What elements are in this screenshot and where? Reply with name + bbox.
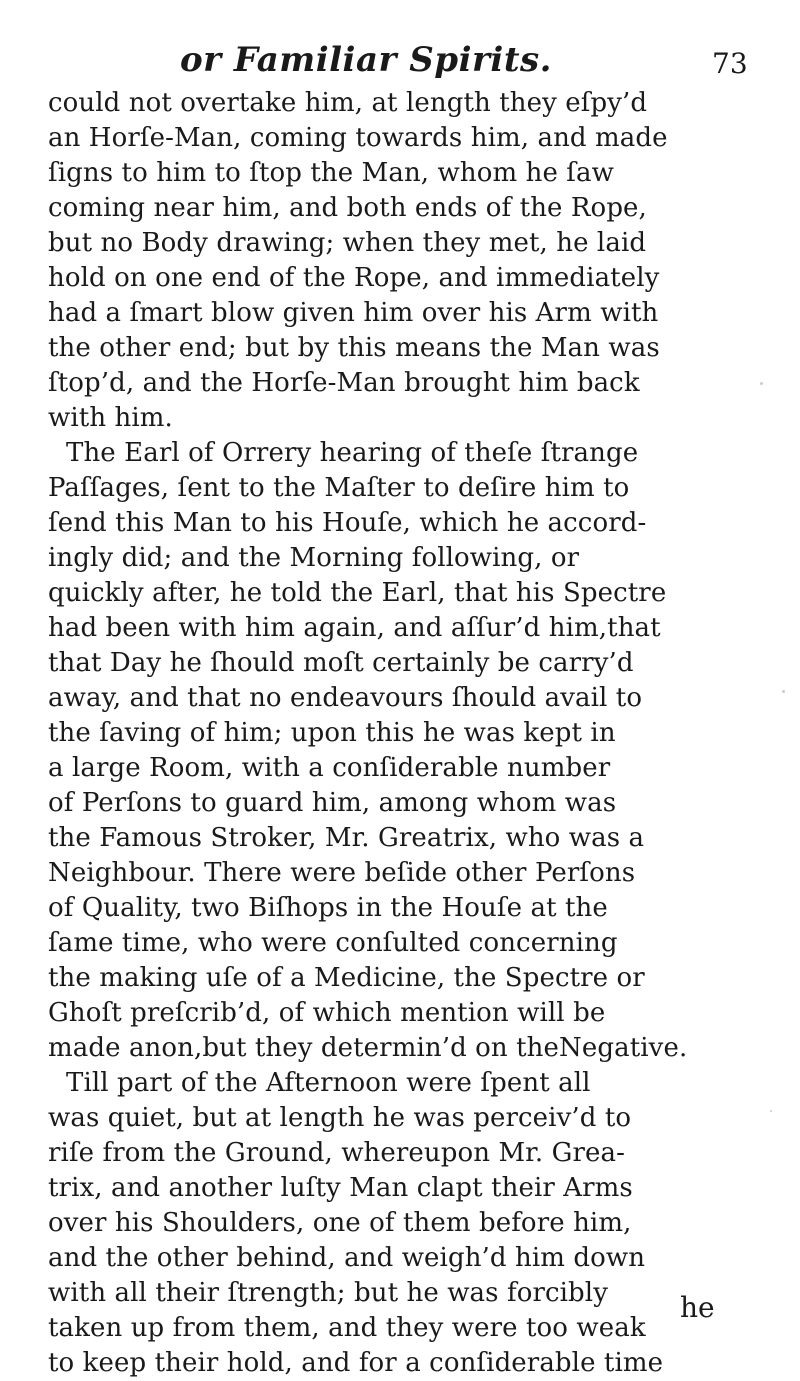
text-line: over his Shoulders, one of them before him, xyxy=(48,1208,632,1238)
text-line: and the other behind, and weigh’d him down xyxy=(48,1243,646,1273)
paragraph-start-line: The Earl of Orrery hearing of theſe ſtrange xyxy=(66,438,639,468)
text-line: an Horſe-Man, coming towards him, and made xyxy=(48,123,668,153)
text-line: of Perſons to guard him, among whom was xyxy=(48,788,617,818)
text-line: but no Body drawing; when they met, he laid xyxy=(48,228,647,258)
text-line: that Day he ſhould moſt certainly be carry’d xyxy=(48,648,634,678)
text-line: Paſſages, ſent to the Maſter to deſire him to xyxy=(48,473,630,503)
text-line: ſtop’d, and the Horſe-Man brought him back xyxy=(48,368,640,398)
text-line: hold on one end of the Rope, and immediately xyxy=(48,263,660,293)
text-line: ſend this Man to his Houſe, which he accord- xyxy=(48,508,647,538)
body-text xyxy=(48,86,768,1381)
text-line: could not overtake him, at length they eſpy’d xyxy=(48,88,648,118)
paper-speck xyxy=(782,690,785,693)
text-line: the making uſe of a Medicine, the Spectre or xyxy=(48,963,645,993)
text-line: Ghoſt preſcrib’d, of which mention will be xyxy=(48,998,606,1028)
text-line: the other end; but by this means the Man was xyxy=(48,333,660,363)
text-line: had been with him again, and aſſur’d him,that xyxy=(48,613,661,643)
paper-speck xyxy=(770,1110,772,1112)
text-line: Neighbour. There were beſide other Perſons xyxy=(48,858,636,888)
text-line: with all their ſtrength; but he was forcibly xyxy=(48,1278,608,1308)
text-line: was quiet, but at length he was perceiv’d to xyxy=(48,1103,632,1133)
text-line: to keep their hold, and for a conſiderable time xyxy=(48,1348,664,1378)
catchword: he xyxy=(680,1291,715,1324)
text-line: of Quality, two Biſhops in the Houſe at the xyxy=(48,893,608,923)
text-line: the Famous Stroker, Mr. Greatrix, who was a xyxy=(48,823,645,853)
text-line: ſame time, who were conſulted concerning xyxy=(48,928,618,958)
text-line: riſe from the Ground, whereupon Mr. Grea- xyxy=(48,1138,625,1168)
text-line: the ſaving of him; upon this he was kept in xyxy=(48,718,616,748)
text-line: coming near him, and both ends of the Rope, xyxy=(48,193,647,223)
text-line: had a ſmart blow given him over his Arm with xyxy=(48,298,659,328)
page-number: 73 xyxy=(712,47,748,80)
paper-speck xyxy=(760,382,763,385)
running-head xyxy=(0,40,800,80)
text-line: made anon,but they determin’d on theNegative. xyxy=(48,1033,688,1063)
running-title: or Familiar Spirits. xyxy=(180,40,552,80)
text-line: ingly did; and the Morning following, or xyxy=(48,543,580,573)
paragraph-start-line: Till part of the Afternoon were ſpent all xyxy=(66,1068,591,1098)
text-line: taken up from them, and they were too weak xyxy=(48,1313,646,1343)
text-line: quickly after, he told the Earl, that his Spectre xyxy=(48,578,667,608)
text-line: trix, and another luſty Man clapt their Arms xyxy=(48,1173,633,1203)
text-line: away, and that no endeavours ſhould avail to xyxy=(48,683,643,713)
text-line: with him. xyxy=(48,403,173,433)
text-line: a large Room, with a conſiderable number xyxy=(48,753,611,783)
text-line: ſigns to him to ſtop the Man, whom he ſaw xyxy=(48,158,614,188)
